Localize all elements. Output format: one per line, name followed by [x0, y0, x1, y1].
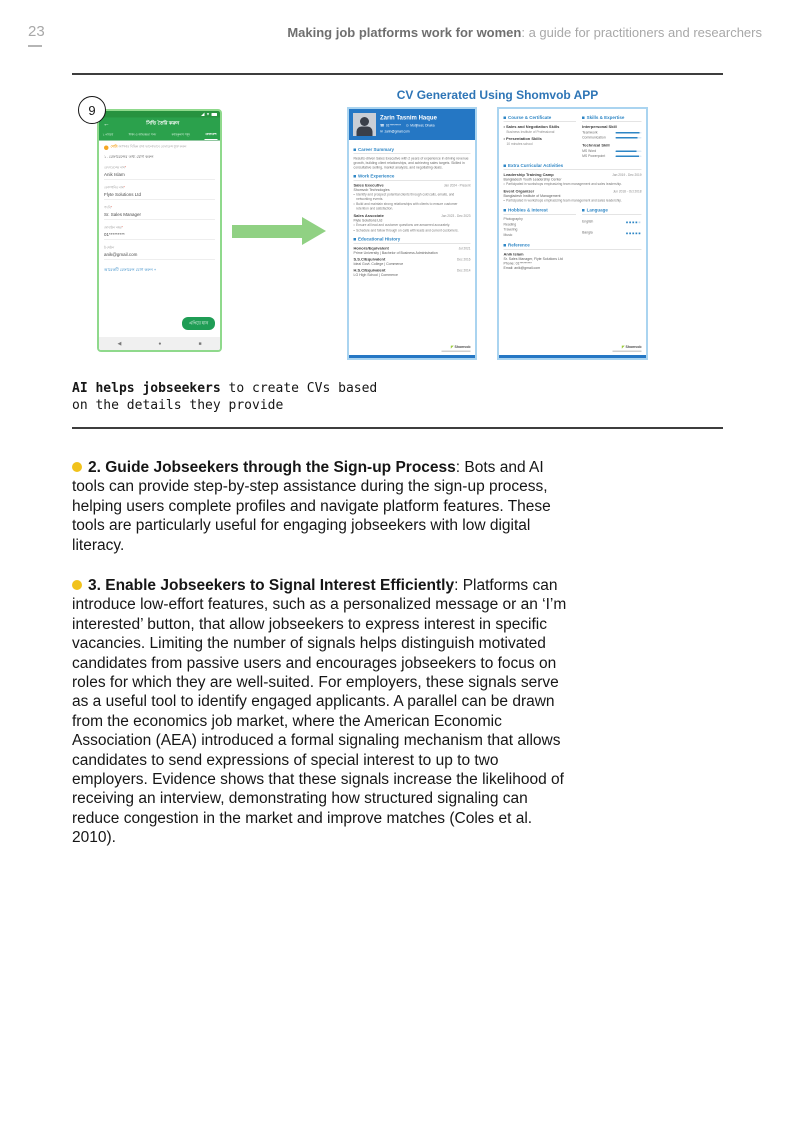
caption-divider — [72, 427, 723, 429]
cv-footer-logo: ◤ Shomvob — [613, 345, 642, 352]
paragraph-2-body: : Bots and AI tools can provide step-by-step assistance during the sign-up process, helping users complete profiles and navigate platform features. These tools are particularly useful for engaging jobseekers with low digital literacy. — [72, 459, 551, 554]
mobile-number-field — [104, 225, 215, 240]
cv-page-2 — [497, 107, 648, 360]
email-field — [104, 245, 215, 260]
job-entry: Sales Executive Jan 2024 - Present Shomvob Technologies • Identify and prospect potential clients through cold calls, emails, and networking events. • Build and maintain strong relationships with clients to ensure customer retention and satisfaction. — [353, 183, 471, 211]
skill-row: Communication — [582, 136, 641, 140]
logo-tagline — [442, 351, 471, 353]
field-value: anik@gmail.com — [104, 252, 138, 257]
shomvob-logo-icon: ◤ — [621, 345, 625, 349]
field-label: মোবাইল নম্বর — [104, 226, 122, 230]
reference-name-field — [104, 165, 215, 180]
skill-group-title: Technical Skill — [582, 143, 610, 148]
figure-number-badge — [78, 96, 106, 124]
section-career-summary: Career Summary — [354, 147, 471, 154]
yellow-bullet-icon — [72, 462, 82, 472]
phone-app-title: সিভি তৈরি করুন — [146, 120, 180, 126]
paragraph-3 — [72, 576, 577, 848]
cv-header — [349, 109, 475, 140]
cv-bottom-bar — [349, 355, 475, 358]
figure-caption — [72, 381, 377, 414]
battery-icon — [212, 113, 218, 116]
android-back-icon: ◀ — [117, 340, 122, 347]
wifi-icon: ▼ — [206, 111, 210, 117]
cv-email: zarin@gmail.com — [384, 129, 410, 134]
education-entry: Honors/Equivalent Jul 2021 Prime University | Bachelor of Business Administration — [353, 246, 471, 255]
field-label: ই-মেইল — [104, 246, 115, 250]
page-number: 23 — [28, 23, 45, 40]
android-recents-icon: ■ — [198, 340, 202, 347]
caption-rest: to create CVs based — [220, 381, 378, 396]
hobby-item: Photography — [503, 217, 523, 221]
phone-tab-bar — [99, 130, 220, 141]
document-header-title — [287, 25, 762, 40]
field-label: রেফারেন্সের নাম — [104, 166, 125, 170]
phone-screenshot — [97, 109, 222, 352]
android-home-icon: ● — [158, 340, 162, 347]
reference-entry: Anik Islam Sr. Sales Manager, Flyte Solutions Ltd Phone: 01********* Email: anik@gmail.com — [503, 252, 563, 270]
skill-row: MS Powerpoint — [582, 155, 641, 159]
top-divider — [72, 73, 723, 75]
hint-icon — [104, 146, 109, 151]
right-arrow-icon — [232, 217, 326, 245]
phone-form-body — [99, 141, 220, 338]
section-hobbies: Hobbies & Interest — [504, 208, 577, 215]
cv-phone: 01********* — [385, 123, 401, 128]
language-row: English ■■■■■ — [582, 219, 642, 225]
hint-tag: নোট! — [110, 145, 118, 149]
education-entry: H.S.C/Equivalent Dec 2014 LG High School | Commerce — [353, 268, 471, 277]
email-icon: ✉ — [380, 130, 383, 134]
paragraph-3-body: : Platforms can introduce low-effort features, such as a personalized message or an ‘I’m interested’ button, that allow jobseekers to express interest in specific vacancies. Limiting the number of signals helps distinguish motivated candidates from passive users and encourages jobseekers to focus on roles for which they are well-suited. For employers, these signals serve as a useful tool to identify engaged applicants. A parallel can be drawn from the economics job market, where the American Economic Association (AEA) introduced a formal signaling mechanism that allows candidates to send expressions of special interest to up to two employers. Evidence shows that these signals increase the likelihood of receiving an interview, demonstrating how structured signaling can reduce congestion in the market and improve matches (Coles et al. 2010). — [72, 577, 567, 847]
required-asterisk: * — [124, 166, 127, 170]
location-icon: ⊙ — [405, 124, 409, 128]
hobby-item: Traveling — [503, 228, 518, 232]
cv-bottom-bar — [499, 355, 646, 358]
required-asterisk: * — [110, 206, 112, 210]
required-asterisk: * — [121, 226, 123, 230]
activity-entry: Event Organizer Jun 2018 - Oct 2018 Bangladesh Institute of Management • Participated in workshops emphasizing team management and sales leadership. — [503, 188, 642, 203]
course-entry: • Sales and Negotiation Skills Business Institute of Professional — [503, 124, 560, 134]
phone-app-header — [99, 118, 220, 130]
section-course-certificate: Course & Certificate — [504, 115, 577, 122]
cv-name: Zarin Tasnim Haque — [380, 114, 437, 121]
section-skills-expertise: Skills & Expertise — [582, 115, 641, 122]
course-entry: • Presentation Skills 10 minutes school — [503, 136, 542, 146]
section-education: Educational History — [354, 237, 471, 244]
skill-row: Teamwork — [582, 131, 641, 135]
back-arrow-icon: ← — [103, 119, 110, 128]
signal-icon — [201, 113, 205, 117]
company-name-field — [104, 185, 215, 200]
field-value: Flyte Solutions Ltd — [104, 192, 142, 197]
field-label: পদবি — [104, 206, 111, 210]
skill-row: MS Word — [582, 150, 641, 154]
paragraph-2 — [72, 458, 577, 555]
add-reference-link: আরেকটি রেফারেন্স যোগ করুন + — [104, 267, 157, 272]
field-value: Sr. Sales Manager — [104, 212, 142, 217]
paragraph-2-lead: 2. Guide Jobseekers through the Sign-up Process — [88, 459, 456, 476]
section-language: Language — [582, 208, 641, 215]
designation-field — [104, 205, 215, 220]
phone-tab: শিক্ষা ও অভিজ্ঞতা সনদ — [128, 133, 157, 137]
activity-entry: Leadership Training Camp Jan 2019 - Dec 2019 Bangladesh Youth Leadership Center • Participated in workshops emphasizing team management and sales leadership. — [503, 172, 642, 186]
android-nav-bar — [99, 337, 220, 350]
education-entry: S.S.C/Equivalent Dec 2016 Ideal Govt. College | Commerce — [353, 257, 471, 266]
hobby-item: Reading — [503, 222, 517, 227]
cv-footer-logo: ◤ Shomvob — [442, 345, 471, 352]
cv-page-1 — [347, 107, 477, 360]
hint-text: আপনার বিভিন্ন তথ্য ভালোভাবে রেফারেন্স যুক্ত করুন — [118, 145, 187, 149]
skill-group-title: Interpersonal Skill — [582, 124, 617, 129]
phone-icon: ☎ — [380, 124, 385, 128]
logo-tagline — [613, 351, 642, 353]
language-row: Bangla ■■■■■ — [582, 230, 642, 236]
phone-section-label: ১. রেফারেন্সের তথ্য যোগ করুন — [104, 154, 154, 159]
page-number-dash — [28, 45, 42, 47]
cv-photo — [353, 113, 376, 136]
hobby-item: Music — [503, 233, 513, 237]
section-work-experience: Work Experience — [354, 174, 471, 181]
document-title-rest: : a guide for practitioners and researchers — [521, 25, 762, 40]
job-entry: Sales Associate Jan 2023 - Dec 2023 Flyte Solutions Ltd • Ensure all lead and customer questions are answered accurately. • Schedule and follow through on calls with leads and current customers. — [353, 213, 471, 233]
cv-location: Motijheel, Dhaka — [410, 123, 435, 128]
field-value: 01********* — [104, 232, 125, 237]
caption-line2: on the details they provide — [72, 397, 284, 413]
figure-title: CV Generated Using Shomvob APP — [396, 88, 599, 102]
field-label: কোম্পানির নাম — [104, 186, 124, 190]
section-extra-curricular: Extra Curricular Activities — [504, 163, 642, 170]
next-button: এগিয়ে যান — [182, 317, 215, 330]
phone-tab: ১.পরিচয় — [102, 133, 114, 137]
paragraph-3-lead: 3. Enable Jobseekers to Signal Interest Efficiently — [88, 577, 455, 594]
section-reference: Reference — [504, 243, 642, 250]
shomvob-logo-icon: ◤ — [450, 345, 454, 349]
document-title-bold: Making job platforms work for women — [287, 25, 522, 40]
phone-tab: কারিকুলাম সমূহ — [171, 133, 190, 137]
caption-bold: AI helps jobseekers — [72, 381, 221, 396]
figure-number: 9 — [88, 102, 96, 118]
phone-tab-active: রেফারেন্স — [204, 130, 217, 141]
career-summary-text: Results-driven Sales Executive with 2 years of experience in driving revenue growth, building client relationships, and achieving sales targets. Skilled in consultative selling, market analysis, and negotiating deals. — [353, 157, 469, 170]
phone-hint — [104, 145, 215, 150]
yellow-bullet-icon — [72, 580, 82, 590]
field-value: Anik Islam — [104, 172, 125, 177]
required-asterisk: * — [123, 186, 125, 190]
